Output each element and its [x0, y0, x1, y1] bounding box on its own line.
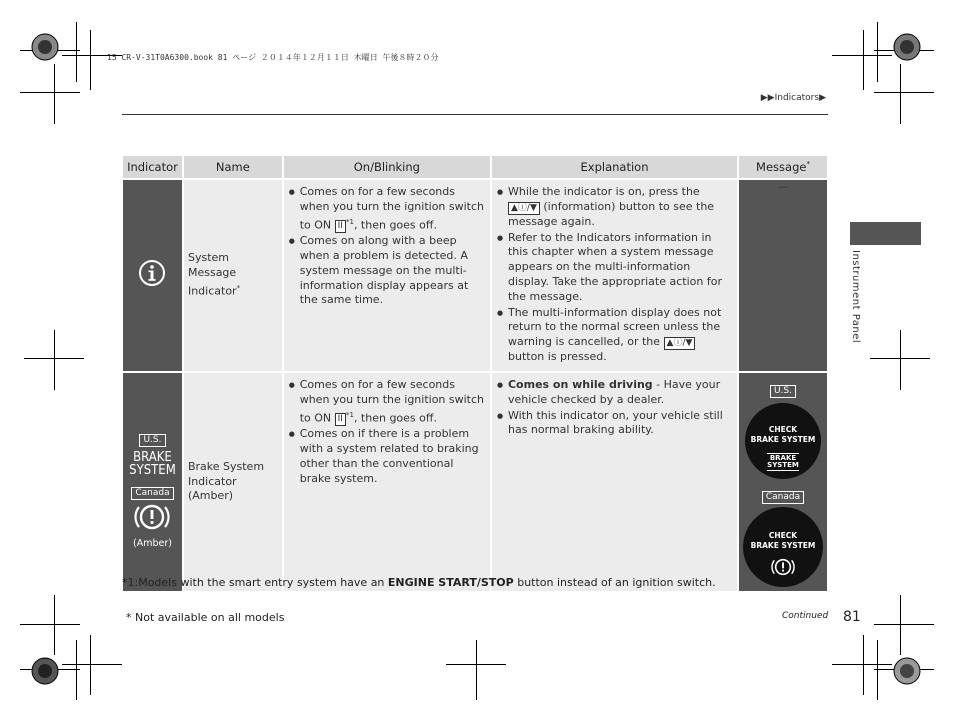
- table-row: [123, 373, 827, 591]
- explanation-cell: [492, 373, 737, 591]
- amber-label: (Amber): [133, 537, 172, 549]
- canada-label: Canada: [131, 487, 173, 500]
- message-cell: [739, 373, 827, 591]
- table-header-row: [123, 156, 827, 178]
- header-rule: [122, 114, 828, 115]
- ignition-on-key: II: [335, 220, 346, 233]
- list-item: ● Comes on for a few seconds when you turn the ignition switch to ON II $^{*1}$, then goes off.: [300, 185, 486, 233]
- print-header: 15 CR-V-31T0A6300.book 81 ページ ２０１４年１２月１１日 木曜日 午後８時２０分: [107, 53, 439, 62]
- chapter-label: Instrument Panel: [850, 250, 861, 344]
- name-cell: Brake System Indicator (Amber): [184, 373, 282, 591]
- list-item: ● The multi-information display does not return to the normal screen unless the warning is cancelled, or the ▲ⓘ/▼ button is pressed.: [508, 306, 733, 365]
- list-item: ● Comes on while driving - Have your vehicle checked by a dealer.: [508, 378, 733, 408]
- breadcrumb-link[interactable]: Indicators: [774, 93, 820, 103]
- ignition-on-key: II: [335, 413, 346, 426]
- list-item: ● Comes on if there is a problem with a system related to braking other than the conventional brake system.: [300, 427, 486, 486]
- models-footnote: *1:Models with the smart entry system have an ENGINE START/STOP button instead of an ignition switch.: [122, 576, 716, 589]
- header-explanation: Explanation: [492, 156, 737, 178]
- list-item: ● With this indicator on, your vehicle still has normal braking ability.: [508, 409, 733, 439]
- info-button-key: ▲ⓘ/▼: [508, 202, 540, 215]
- message-cell: —: [739, 180, 827, 371]
- on-blinking-cell: [284, 373, 490, 591]
- brake-warning-icon: [134, 502, 170, 532]
- table-row: [123, 180, 827, 371]
- availability-footnote: * Not available on all models: [126, 611, 285, 624]
- header-name: Name: [184, 156, 282, 178]
- breadcrumb-prefix: ▶▶: [760, 93, 775, 103]
- brake-warning-icon: [770, 557, 796, 577]
- us-label: U.S.: [770, 385, 796, 398]
- registration-target-icon: [892, 656, 922, 686]
- list-item: ● While the indicator is on, press the ▲ⓘ/▼ (information) button to see the message again.: [508, 185, 733, 230]
- check-brake-display-us: CHECK BRAKE SYSTEM BRAKE SYSTEM: [745, 403, 821, 479]
- check-brake-display-canada: CHECK BRAKE SYSTEM: [743, 507, 823, 587]
- name-cell: System Message Indicator*: [184, 180, 282, 371]
- brake-system-text-icon: BRAKE SYSTEM: [767, 453, 799, 469]
- registration-target-icon: [30, 656, 60, 686]
- header-message: Message*: [739, 156, 827, 178]
- indicator-cell: [123, 373, 182, 591]
- breadcrumb-suffix: ▶: [819, 93, 826, 103]
- info-circle-icon: [137, 258, 167, 288]
- list-item: ● Refer to the Indicators information in this chapter when a system message appears on the multi-information display. Take the appropriate action for the message.: [508, 231, 733, 305]
- header-indicator: Indicator: [123, 156, 182, 178]
- brake-system-text-icon: BRAKE SYSTEM: [129, 450, 176, 479]
- indicator-table: [121, 156, 829, 591]
- chapter-tab: [850, 222, 921, 245]
- header-on-blinking: On/Blinking: [284, 156, 490, 178]
- indicator-cell: [123, 180, 182, 371]
- list-item: ● Comes on for a few seconds when you turn the ignition switch to ON II $^{*1}$, then goes off.: [300, 378, 486, 426]
- info-button-key: ▲ⓘ/▼: [664, 337, 696, 350]
- on-blinking-cell: [284, 180, 490, 371]
- breadcrumb: [761, 93, 826, 103]
- registration-target-icon: [30, 32, 60, 62]
- explanation-cell: [492, 180, 737, 371]
- continued-label: Continued: [782, 611, 829, 621]
- us-label: U.S.: [139, 434, 165, 447]
- registration-target-icon: [892, 32, 922, 62]
- page-number: 81: [843, 609, 861, 625]
- canada-label: Canada: [762, 491, 804, 504]
- list-item: ● Comes on along with a beep when a problem is detected. A system message on the multi-information display appears at the same time.: [300, 234, 486, 308]
